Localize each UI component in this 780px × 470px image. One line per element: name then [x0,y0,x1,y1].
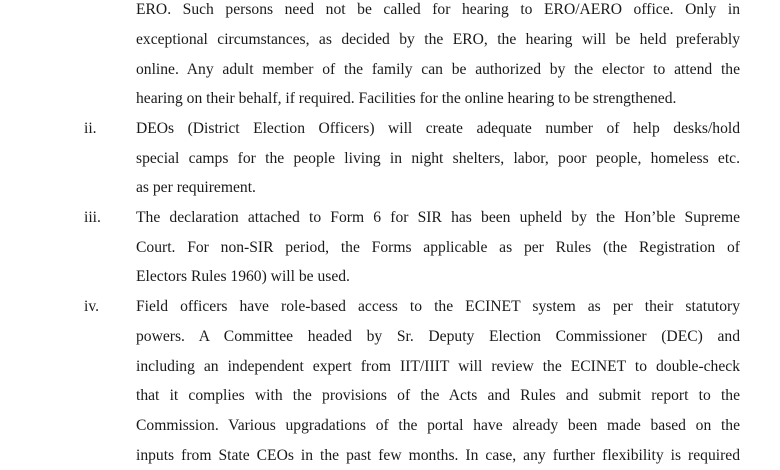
list-item-number: iv. [84,298,100,315]
list-item-number: ii. [84,120,97,137]
list-item-line: Commission. Various upgradations of the portal have already been made based on the [136,417,740,434]
list-item-line: as per requirement. [136,179,256,196]
list-item-line: Electors Rules 1960) will be used. [136,268,350,285]
list-item-line: Field officers have role-based access to the ECINET system as per their statutory [136,298,740,315]
paragraph-line: online. Any adult member of the family can be authorized by the elector to attend the [136,61,740,78]
list-item-line: including an independent expert from IIT/IIIT will review the ECINET to double-check [136,358,740,375]
paragraph-line: hearing on their behalf, if required. Facilities for the online hearing to be strengthened. [136,90,677,107]
list-item-number: iii. [84,209,101,226]
list-item-line: that it complies with the provisions of the Acts and Rules and submit report to the [136,387,740,404]
paragraph-line: exceptional circumstances, as decided by the ERO, the hearing will be held preferably [136,31,740,48]
list-item-line: DEOs (District Election Officers) will create adequate number of help desks/hold [136,120,740,137]
list-item-line: special camps for the people living in night shelters, labor, poor people, homeless etc. [136,150,740,167]
list-item-line: inputs from State CEOs in the past few months. In case, any further flexibility is required [136,447,740,464]
paragraph-line: ERO. Such persons need not be called for hearing to ERO/AERO office. Only in [136,1,740,18]
list-item-line: powers. A Committee headed by Sr. Deputy Election Commissioner (DEC) and [136,328,740,345]
list-item-line: Court. For non-SIR period, the Forms applicable as per Rules (the Registration of [136,239,740,256]
list-item-line: The declaration attached to Form 6 for SIR has been upheld by the Hon’ble Supreme [136,209,740,226]
